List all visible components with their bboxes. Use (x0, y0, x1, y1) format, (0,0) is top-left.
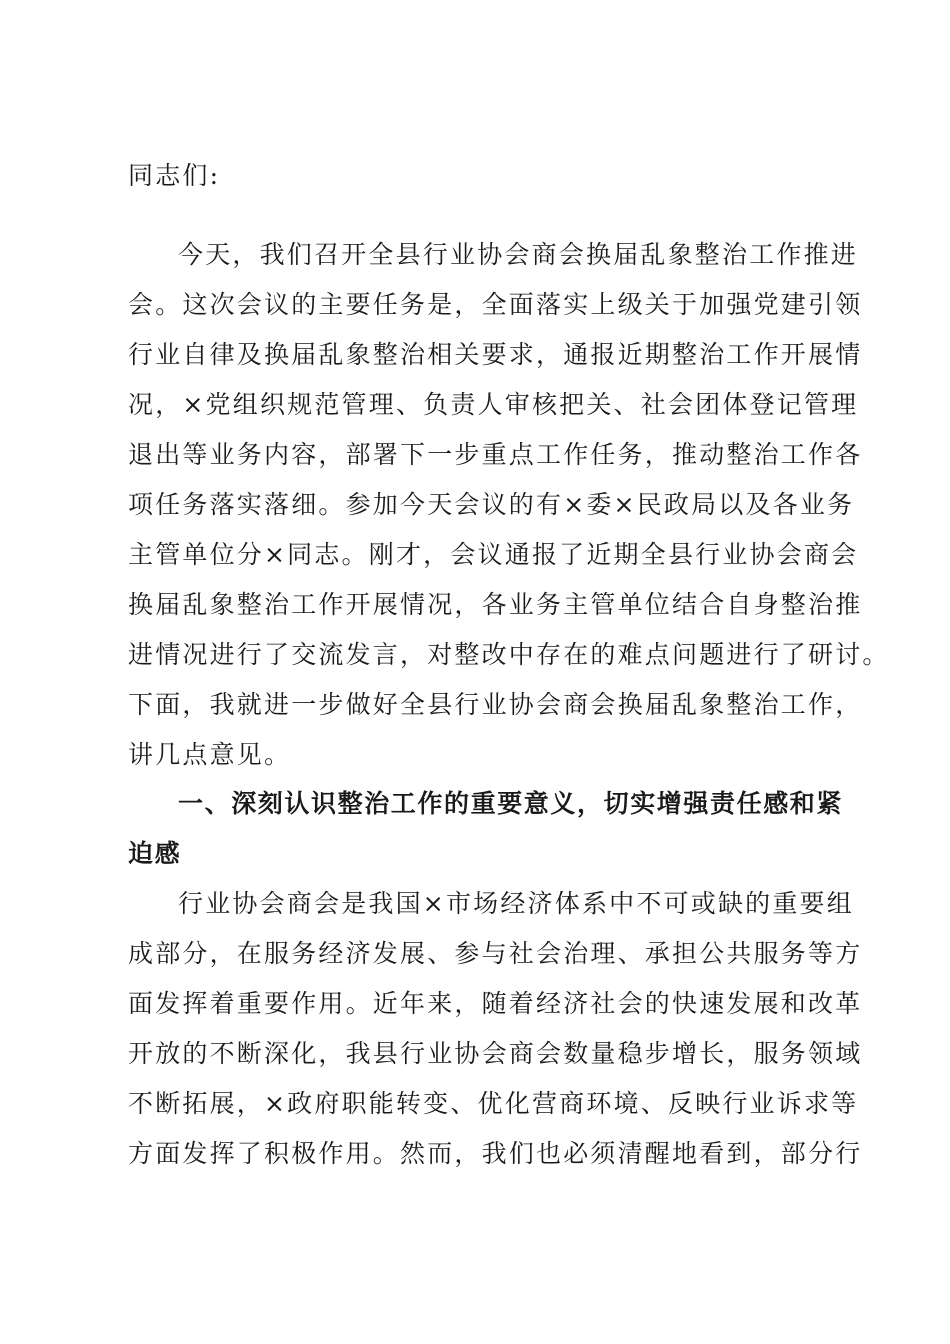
paragraph-line: 面发挥着重要作用。近年来，随着经济社会的快速发展和改革 (128, 989, 863, 1018)
paragraph-line: 今天，我们召开全县行业协会商会换届乱象整治工作推进 (178, 240, 859, 269)
paragraph-line: 项任务落实落细。参加今天会议的有×委×民政局以及各业务 (128, 490, 855, 519)
paragraph-line: 进情况进行了交流发言，对整改中存在的难点问题进行了研讨。 (128, 640, 890, 669)
paragraph-line: 换届乱象整治工作开展情况，各业务主管单位结合自身整治推 (128, 590, 863, 619)
paragraph-line: 下面，我就进一步做好全县行业协会商会换届乱象整治工作， (128, 690, 863, 719)
paragraph-line: 开放的不断深化，我县行业协会商会数量稳步增长，服务领域 (128, 1039, 863, 1068)
section-heading-line: 一、深刻认识整治工作的重要意义，切实增强责任感和紧 (178, 789, 844, 818)
paragraph-line: 会。这次会议的主要任务是，全面落实上级关于加强党建引领 (128, 290, 863, 319)
paragraph-line: 行业协会商会是我国×市场经济体系中不可或缺的重要组 (178, 889, 854, 918)
paragraph-line: 况，×党组织规范管理、负责人审核把关、社会团体登记管理 (128, 390, 859, 419)
salutation-line: 同志们: (128, 161, 221, 190)
paragraph-line: 行业自律及换届乱象整治相关要求，通报近期整治工作开展情 (128, 340, 863, 369)
paragraph-line: 方面发挥了积极作用。然而，我们也必须清醒地看到，部分行 (128, 1139, 863, 1168)
paragraph-line: 成部分，在服务经济发展、参与社会治理、承担公共服务等方 (128, 939, 863, 968)
paragraph-line: 讲几点意见。 (128, 740, 292, 769)
paragraph-line: 主管单位分×同志。刚才，会议通报了近期全县行业协会商会 (128, 540, 859, 569)
paragraph-line: 不断拓展，×政府职能转变、优化营商环境、反映行业诉求等 (128, 1089, 859, 1118)
paragraph-line: 退出等业务内容，部署下一步重点工作任务，推动整治工作各 (128, 440, 863, 469)
section-heading-line: 迫感 (128, 839, 182, 868)
